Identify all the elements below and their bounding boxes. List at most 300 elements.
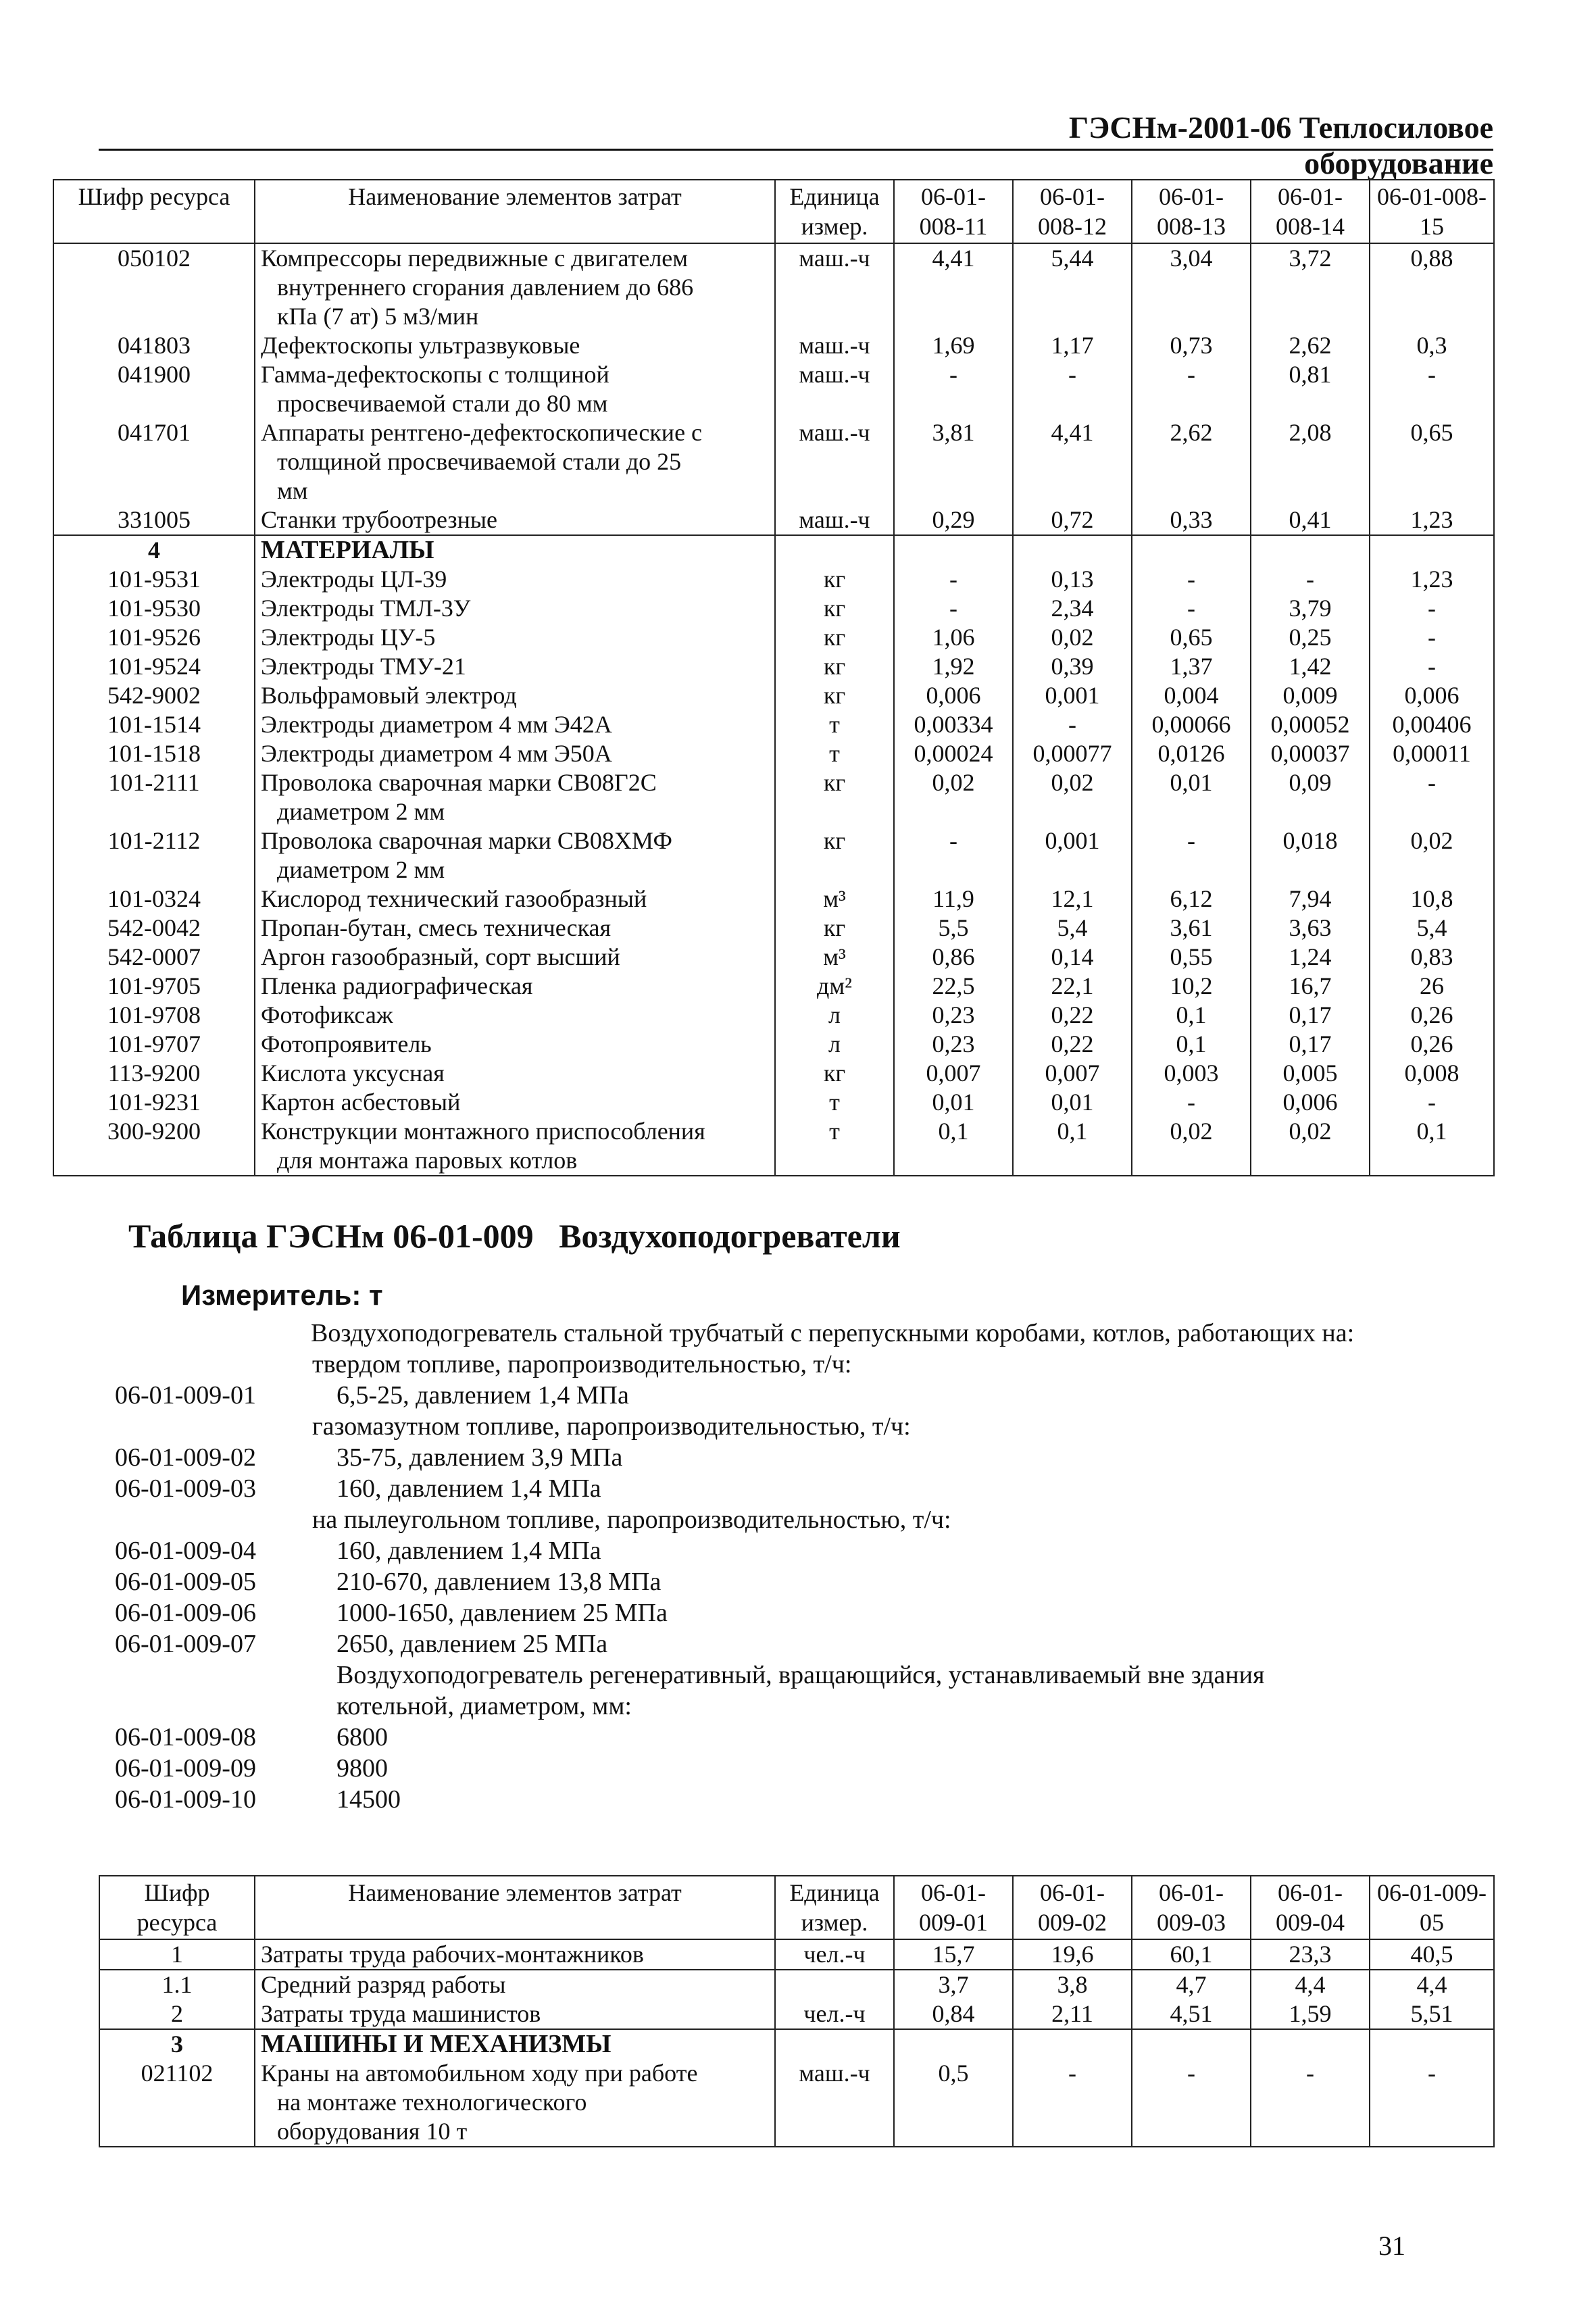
resource-name-continuation: для монтажа паровых котлов xyxy=(277,1147,578,1174)
value-cell: 15,7 xyxy=(894,1939,1013,1970)
table-row xyxy=(53,972,1494,1001)
col-header-unit: Единица измер. xyxy=(775,180,894,243)
unit-cell: т xyxy=(775,1088,894,1117)
resource-code: 101-9524 xyxy=(53,652,255,681)
table-row xyxy=(53,768,1494,826)
resource-name xyxy=(255,972,775,1001)
resource-code: 101-9231 xyxy=(53,1088,255,1117)
value-cell: 4,4 xyxy=(1251,1970,1370,1999)
norm-group-heading: газомазутном топливе, паропроизводительностью, т/ч: xyxy=(312,1412,911,1441)
table-row xyxy=(53,914,1494,943)
value-cell: 0,006 xyxy=(1370,681,1494,710)
resource-name-line: Электроды ТМЛ-3У xyxy=(261,595,471,622)
table-row xyxy=(53,885,1494,914)
norm-code: 06-01-009-07 xyxy=(115,1630,256,1658)
value-cell: 0,22 xyxy=(1013,1001,1132,1030)
norm-code: 06-01-009-04 xyxy=(115,1537,256,1565)
value-cell: 0,01 xyxy=(1132,768,1251,826)
norm-description: 9800 xyxy=(336,1754,388,1783)
table-row xyxy=(53,1088,1494,1117)
value-cell: 0,09 xyxy=(1251,768,1370,826)
unit-cell: л xyxy=(775,1001,894,1030)
resource-code: 101-9707 xyxy=(53,1030,255,1059)
resource-name-line: Затраты труда рабочих-монтажников xyxy=(261,1941,644,1968)
table-row xyxy=(53,331,1494,360)
resource-code: 3 xyxy=(99,2029,255,2059)
resource-name-line: Электроды диаметром 4 мм Э42А xyxy=(261,711,612,738)
resource-name-line: Кислота уксусная xyxy=(261,1060,445,1087)
value-cell xyxy=(1370,535,1494,565)
unit-cell: т xyxy=(775,710,894,739)
value-cell: 3,72 xyxy=(1251,243,1370,331)
table-row xyxy=(53,565,1494,594)
unit-cell: т xyxy=(775,1117,894,1176)
value-cell: 0,86 xyxy=(894,943,1013,972)
value-cell: 0,02 xyxy=(894,768,1013,826)
value-cell: 0,0126 xyxy=(1132,739,1251,768)
resource-name-line: Фотопроявитель xyxy=(261,1030,432,1057)
value-cell: - xyxy=(1013,710,1132,739)
resource-name xyxy=(255,594,775,623)
resource-code: 113-9200 xyxy=(53,1059,255,1088)
value-cell: 0,00024 xyxy=(894,739,1013,768)
value-cell xyxy=(1251,2029,1370,2059)
unit-cell: маш.-ч xyxy=(775,331,894,360)
unit-cell: маш.-ч xyxy=(775,418,894,505)
resource-code: 1 xyxy=(99,1939,255,1970)
resource-name xyxy=(255,768,775,826)
resource-name-line: Электроды ЦЛ-39 xyxy=(261,566,447,593)
resource-table-009 xyxy=(99,1875,1495,2147)
value-cell: 2,11 xyxy=(1013,1999,1132,2029)
value-cell: - xyxy=(1132,565,1251,594)
table-row xyxy=(99,2059,1494,2147)
resource-name-continuation: оборудования 10 т xyxy=(277,2118,468,2145)
resource-name-line: Фотофиксаж xyxy=(261,1001,393,1028)
table-row xyxy=(53,826,1494,885)
value-cell xyxy=(1132,2029,1251,2059)
value-cell: 0,83 xyxy=(1370,943,1494,972)
value-cell: 3,63 xyxy=(1251,914,1370,943)
table-row xyxy=(99,1939,1494,1970)
norm-group-heading: на пылеугольном топливе, паропроизводительностью, т/ч: xyxy=(312,1505,951,1534)
resource-name-line: Проволока сварочная марки СВ08Г2С xyxy=(261,769,657,796)
value-cell: 0,005 xyxy=(1251,1059,1370,1088)
resource-name xyxy=(255,623,775,652)
value-cell: 0,13 xyxy=(1013,565,1132,594)
value-cell: - xyxy=(1370,1088,1494,1117)
value-cell: 0,72 xyxy=(1013,505,1132,535)
value-cell: 0,01 xyxy=(1013,1088,1132,1117)
resource-name-line: Компрессоры передвижные с двигателем xyxy=(261,245,689,272)
value-cell: 0,81 xyxy=(1251,360,1370,418)
table-row xyxy=(53,360,1494,418)
norm-code: 06-01-009-05 xyxy=(115,1568,256,1596)
value-cell: - xyxy=(1370,594,1494,623)
page-number: 31 xyxy=(1378,2231,1405,2261)
value-cell: 3,8 xyxy=(1013,1970,1132,1999)
value-cell: - xyxy=(1132,826,1251,885)
value-cell: 0,001 xyxy=(1013,681,1132,710)
value-cell: 0,73 xyxy=(1132,331,1251,360)
resource-name xyxy=(255,652,775,681)
norm-description: 210-670, давлением 13,8 МПа xyxy=(336,1568,662,1596)
norm-description: 6,5-25, давлением 1,4 МПа xyxy=(336,1381,629,1410)
value-cell xyxy=(1013,2029,1132,2059)
col-header-norm: 06-01-009-03 xyxy=(1132,1876,1251,1939)
unit-cell xyxy=(775,1970,894,1999)
value-cell: 0,00011 xyxy=(1370,739,1494,768)
value-cell: 1,17 xyxy=(1013,331,1132,360)
value-cell: 0,3 xyxy=(1370,331,1494,360)
unit-cell: кг xyxy=(775,594,894,623)
resource-code: 542-0042 xyxy=(53,914,255,943)
table-title-code: Таблица ГЭСНм 06-01-009 xyxy=(128,1217,534,1255)
unit-cell xyxy=(775,535,894,565)
resource-name xyxy=(255,418,775,505)
value-cell xyxy=(1370,2029,1494,2059)
col-header-norm: 06-01-009-05 xyxy=(1370,1876,1494,1939)
table-row xyxy=(53,710,1494,739)
value-cell: 0,00052 xyxy=(1251,710,1370,739)
value-cell xyxy=(1132,535,1251,565)
resource-name-continuation: диаметром 2 мм xyxy=(277,856,445,883)
value-cell: 60,1 xyxy=(1132,1939,1251,1970)
resource-name-continuation: мм xyxy=(277,477,308,504)
unit-cell: м³ xyxy=(775,943,894,972)
resource-code: 101-0324 xyxy=(53,885,255,914)
resource-name xyxy=(255,739,775,768)
resource-name-continuation: диаметром 2 мм xyxy=(277,798,445,825)
unit-cell: чел.-ч xyxy=(775,1999,894,2029)
value-cell: 1,23 xyxy=(1370,505,1494,535)
resource-code: 041900 xyxy=(53,360,255,418)
resource-name-line: Затраты труда машинистов xyxy=(261,2000,541,2027)
value-cell: 22,5 xyxy=(894,972,1013,1001)
value-cell: 0,02 xyxy=(1251,1117,1370,1176)
resource-code: 101-9526 xyxy=(53,623,255,652)
norm-group-heading: Воздухоподогреватель регенеративный, вращающийся, устанавливаемый вне здания xyxy=(336,1661,1265,1689)
value-cell xyxy=(894,2029,1013,2059)
value-cell: 3,81 xyxy=(894,418,1013,505)
table-row xyxy=(53,681,1494,710)
unit-cell: л xyxy=(775,1030,894,1059)
value-cell: 12,1 xyxy=(1013,885,1132,914)
resource-name-line: Кислород технический газообразный xyxy=(261,885,647,912)
norm-code: 06-01-009-08 xyxy=(115,1723,256,1751)
resource-name xyxy=(255,885,775,914)
value-cell: 0,88 xyxy=(1370,243,1494,331)
section-row xyxy=(99,2029,1494,2059)
value-cell: 0,26 xyxy=(1370,1030,1494,1059)
unit-cell: кг xyxy=(775,623,894,652)
value-cell: 0,55 xyxy=(1132,943,1251,972)
value-cell: 0,41 xyxy=(1251,505,1370,535)
col-header-norm: 06-01-009-01 xyxy=(894,1876,1013,1939)
value-cell: 0,018 xyxy=(1251,826,1370,885)
unit-cell: кг xyxy=(775,768,894,826)
resource-name xyxy=(255,914,775,943)
col-header-norm: 06-01-008-11 xyxy=(894,180,1013,243)
resource-code: 101-9531 xyxy=(53,565,255,594)
value-cell: - xyxy=(1370,360,1494,418)
resource-name-line: Пропан-бутан, смесь техническая xyxy=(261,914,612,941)
resource-name-line: Средний разряд работы xyxy=(261,1971,506,1998)
unit-cell: м³ xyxy=(775,885,894,914)
value-cell: - xyxy=(894,360,1013,418)
value-cell: - xyxy=(894,826,1013,885)
resource-code: 101-2111 xyxy=(53,768,255,826)
resource-name xyxy=(255,505,775,535)
running-header: ГЭСНм-2001-06 Теплосиловое оборудование xyxy=(1068,110,1493,180)
value-cell: 0,14 xyxy=(1013,943,1132,972)
table-row xyxy=(53,1059,1494,1088)
resource-code: 300-9200 xyxy=(53,1117,255,1176)
value-cell: 0,00334 xyxy=(894,710,1013,739)
resource-name xyxy=(255,943,775,972)
col-header-name: Наименование элементов затрат xyxy=(255,1876,775,1939)
value-cell: 0,1 xyxy=(1132,1030,1251,1059)
value-cell: 0,001 xyxy=(1013,826,1132,885)
resource-table-008 xyxy=(53,179,1495,1176)
table-row xyxy=(99,1970,1494,1999)
resource-name xyxy=(255,2029,775,2059)
unit-cell: кг xyxy=(775,652,894,681)
resource-name-line: Электроды диаметром 4 мм Э50А xyxy=(261,740,612,767)
value-cell: 40,5 xyxy=(1370,1939,1494,1970)
col-header-norm: 06-01-008-13 xyxy=(1132,180,1251,243)
value-cell: 6,12 xyxy=(1132,885,1251,914)
table-row xyxy=(53,1030,1494,1059)
value-cell xyxy=(1013,535,1132,565)
value-cell: 0,39 xyxy=(1013,652,1132,681)
resource-name-continuation: кПа (7 ат) 5 м3/мин xyxy=(277,303,479,330)
norm-group-heading: Воздухоподогреватель стальной трубчатый с перепускными коробами, котлов, работающих на: xyxy=(311,1319,1355,1347)
norm-description: 14500 xyxy=(336,1785,401,1814)
value-cell: 0,1 xyxy=(1132,1001,1251,1030)
unit-cell: чел.-ч xyxy=(775,1939,894,1970)
value-cell: 0,006 xyxy=(1251,1088,1370,1117)
col-header-norm: 06-01-009-02 xyxy=(1013,1876,1132,1939)
table-title xyxy=(128,1216,901,1255)
value-cell: - xyxy=(1251,565,1370,594)
value-cell: 2,08 xyxy=(1251,418,1370,505)
norm-group-heading: котельной, диаметром, мм: xyxy=(336,1692,632,1720)
norm-group-heading: твердом топливе, паропроизводительностью, т/ч: xyxy=(312,1350,852,1378)
value-cell: - xyxy=(1370,2059,1494,2147)
resource-name xyxy=(255,826,775,885)
value-cell: 0,1 xyxy=(894,1117,1013,1176)
value-cell: 11,9 xyxy=(894,885,1013,914)
resource-name xyxy=(255,2059,775,2147)
unit-cell: маш.-ч xyxy=(775,243,894,331)
norm-code: 06-01-009-09 xyxy=(115,1754,256,1783)
table-row xyxy=(53,623,1494,652)
value-cell xyxy=(1251,535,1370,565)
norm-code: 06-01-009-06 xyxy=(115,1599,256,1627)
unit-cell: маш.-ч xyxy=(775,360,894,418)
value-cell: 0,02 xyxy=(1132,1117,1251,1176)
norm-code: 06-01-009-03 xyxy=(115,1474,256,1503)
resource-name xyxy=(255,360,775,418)
value-cell: 4,51 xyxy=(1132,1999,1251,2029)
resource-name-line: Пленка радиографическая xyxy=(261,972,533,999)
value-cell: 0,65 xyxy=(1370,418,1494,505)
resource-name-line: Аргон газообразный, сорт высший xyxy=(261,943,620,970)
section-row xyxy=(53,535,1494,565)
norm-code: 06-01-009-01 xyxy=(115,1381,256,1410)
resource-name xyxy=(255,1030,775,1059)
resource-name xyxy=(255,243,775,331)
value-cell: - xyxy=(894,594,1013,623)
header-rule xyxy=(99,149,1493,151)
value-cell: 22,1 xyxy=(1013,972,1132,1001)
unit-cell: маш.-ч xyxy=(775,2059,894,2147)
norm-code: 06-01-009-10 xyxy=(115,1785,256,1814)
norm-description: 1000-1650, давлением 25 МПа xyxy=(336,1599,668,1627)
table-row xyxy=(99,1999,1494,2029)
value-cell: 2,62 xyxy=(1251,331,1370,360)
resource-code: 542-0007 xyxy=(53,943,255,972)
col-header-norm: 06-01-008-12 xyxy=(1013,180,1132,243)
table-body xyxy=(53,243,1494,1176)
col-header-norm: 06-01-009-04 xyxy=(1251,1876,1370,1939)
value-cell: 0,02 xyxy=(1013,768,1132,826)
value-cell: 1,59 xyxy=(1251,1999,1370,2029)
unit-cell: дм² xyxy=(775,972,894,1001)
resource-name xyxy=(255,1999,775,2029)
resource-name-continuation: толщиной просвечиваемой стали до 25 xyxy=(277,448,682,475)
resource-name-line: МАШИНЫ И МЕХАНИЗМЫ xyxy=(261,2030,612,2058)
col-header-name: Наименование элементов затрат xyxy=(255,180,775,243)
value-cell: 2,34 xyxy=(1013,594,1132,623)
resource-name xyxy=(255,681,775,710)
resource-code: 331005 xyxy=(53,505,255,535)
value-cell: 1,24 xyxy=(1251,943,1370,972)
table-row xyxy=(53,739,1494,768)
value-cell: 0,00037 xyxy=(1251,739,1370,768)
value-cell: - xyxy=(1013,360,1132,418)
norm-description: 2650, давлением 25 МПа xyxy=(336,1630,608,1658)
value-cell: 0,25 xyxy=(1251,623,1370,652)
resource-code: 041701 xyxy=(53,418,255,505)
value-cell: 5,44 xyxy=(1013,243,1132,331)
value-cell: 0,00066 xyxy=(1132,710,1251,739)
value-cell: 4,4 xyxy=(1370,1970,1494,1999)
value-cell xyxy=(894,535,1013,565)
resource-name-line: МАТЕРИАЛЫ xyxy=(261,536,434,564)
value-cell: 0,1 xyxy=(1013,1117,1132,1176)
value-cell: 0,009 xyxy=(1251,681,1370,710)
resource-name xyxy=(255,535,775,565)
value-cell: 5,51 xyxy=(1370,1999,1494,2029)
resource-name-line: Конструкции монтажного приспособления xyxy=(261,1118,705,1145)
value-cell: 4,41 xyxy=(1013,418,1132,505)
resource-code: 101-9705 xyxy=(53,972,255,1001)
value-cell: - xyxy=(1370,768,1494,826)
value-cell: 0,02 xyxy=(1370,826,1494,885)
value-cell: 0,17 xyxy=(1251,1001,1370,1030)
resource-name xyxy=(255,1088,775,1117)
value-cell: 16,7 xyxy=(1251,972,1370,1001)
value-cell: 0,29 xyxy=(894,505,1013,535)
value-cell: 1,69 xyxy=(894,331,1013,360)
resource-name xyxy=(255,710,775,739)
resource-code: 101-9530 xyxy=(53,594,255,623)
value-cell: 5,5 xyxy=(894,914,1013,943)
table-row xyxy=(53,1001,1494,1030)
table-row xyxy=(53,418,1494,505)
resource-name-line: Электроды ЦУ-5 xyxy=(261,624,436,651)
norm-list xyxy=(0,1318,1596,1858)
col-header-code: Шифр ресурса xyxy=(99,1876,255,1939)
resource-code: 1.1 xyxy=(99,1970,255,1999)
value-cell: 10,8 xyxy=(1370,885,1494,914)
resource-name xyxy=(255,565,775,594)
value-cell: 19,6 xyxy=(1013,1939,1132,1970)
resource-name-continuation: на монтаже технологического xyxy=(277,2089,587,2116)
resource-name-line: Проволока сварочная марки СВ08ХМФ xyxy=(261,827,672,854)
value-cell: - xyxy=(1132,360,1251,418)
value-cell: 1,23 xyxy=(1370,565,1494,594)
col-header-code: Шифр ресурса xyxy=(53,180,255,243)
value-cell: 0,01 xyxy=(894,1088,1013,1117)
value-cell: 0,006 xyxy=(894,681,1013,710)
resource-name-line: Гамма-дефектоскопы с толщиной xyxy=(261,361,609,388)
value-cell: 0,23 xyxy=(894,1001,1013,1030)
table-body xyxy=(99,1939,1494,2147)
value-cell: 1,06 xyxy=(894,623,1013,652)
value-cell: 26 xyxy=(1370,972,1494,1001)
norm-description: 160, давлением 1,4 МПа xyxy=(336,1474,601,1503)
value-cell: - xyxy=(1370,623,1494,652)
col-header-unit: Единица измер. xyxy=(775,1876,894,1939)
resource-name xyxy=(255,331,775,360)
value-cell: 0,33 xyxy=(1132,505,1251,535)
resource-name-line: Краны на автомобильном ходу при работе xyxy=(261,2060,698,2087)
resource-name xyxy=(255,1970,775,1999)
resource-name xyxy=(255,1001,775,1030)
value-cell: 7,94 xyxy=(1251,885,1370,914)
resource-name-continuation: просвечиваемой стали до 80 мм xyxy=(277,390,608,417)
table-row xyxy=(53,1117,1494,1176)
unit-cell: кг xyxy=(775,826,894,885)
resource-code: 050102 xyxy=(53,243,255,331)
value-cell: 3,61 xyxy=(1132,914,1251,943)
resource-code: 101-9708 xyxy=(53,1001,255,1030)
resource-name-line: Картон асбестовый xyxy=(261,1089,461,1116)
value-cell: - xyxy=(1370,652,1494,681)
value-cell: 5,4 xyxy=(1370,914,1494,943)
value-cell: 4,41 xyxy=(894,243,1013,331)
resource-code: 101-2112 xyxy=(53,826,255,885)
table-row xyxy=(53,594,1494,623)
value-cell: 10,2 xyxy=(1132,972,1251,1001)
resource-code: 2 xyxy=(99,1999,255,2029)
value-cell: - xyxy=(894,565,1013,594)
resource-name xyxy=(255,1939,775,1970)
value-cell: 0,008 xyxy=(1370,1059,1494,1088)
resource-name-line: Вольфрамовый электрод xyxy=(261,682,517,709)
resource-code: 041803 xyxy=(53,331,255,360)
value-cell: 0,00406 xyxy=(1370,710,1494,739)
value-cell: 3,79 xyxy=(1251,594,1370,623)
value-cell: 0,22 xyxy=(1013,1030,1132,1059)
norm-description: 35-75, давлением 3,9 МПа xyxy=(336,1443,623,1472)
resource-name-line: Станки трубоотрезные xyxy=(261,506,498,533)
value-cell: 0,23 xyxy=(894,1030,1013,1059)
value-cell: - xyxy=(1132,1088,1251,1117)
